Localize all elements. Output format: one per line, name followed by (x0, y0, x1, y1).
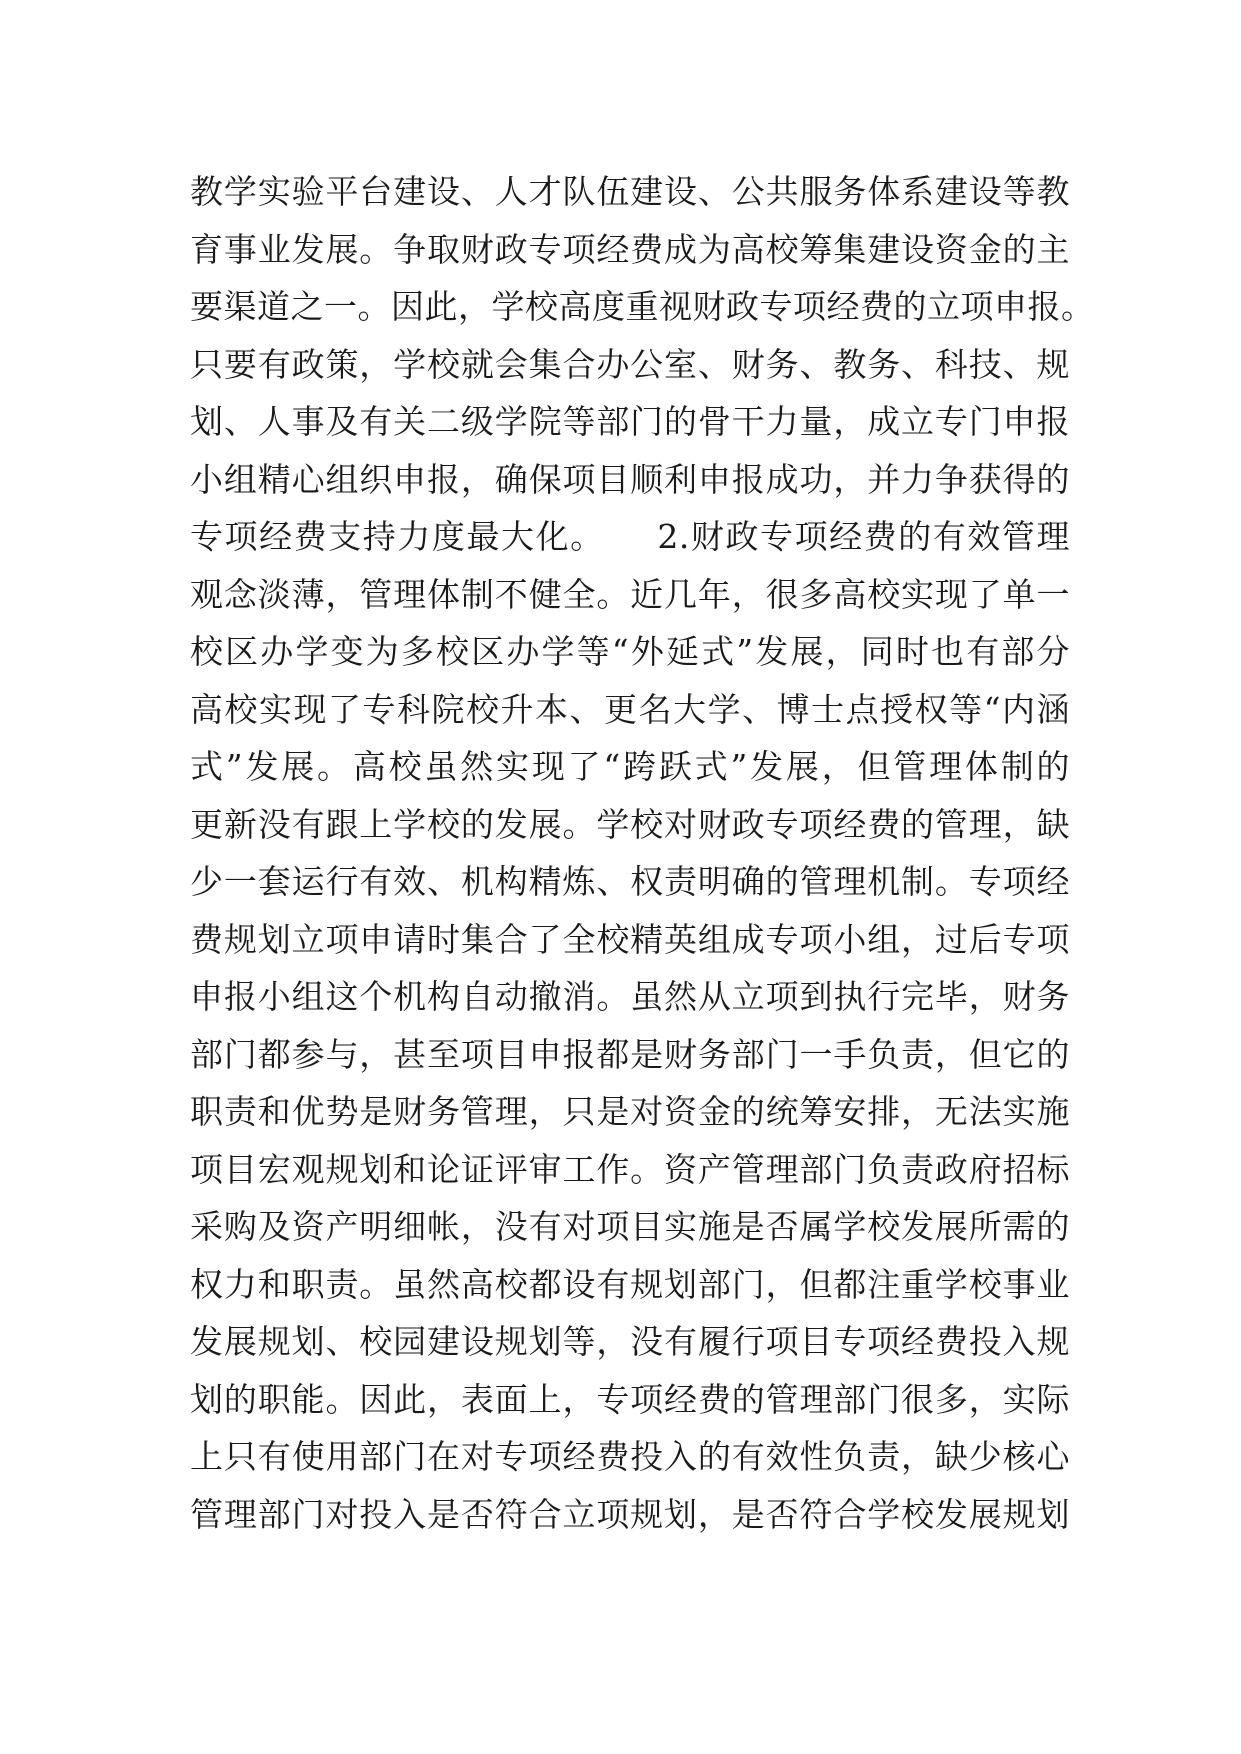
text-line: 高校实现了专科院校升本、更名大学、博士点授权等“内涵 (190, 689, 1070, 729)
text-line: 式”发展。高校虽然实现了“跨跃式”发展，但管理体制的 (190, 747, 1070, 786)
text-line: 教学实验平台建设、人才队伍建设、公共服务体系建设等教 (190, 172, 1070, 211)
text-line: 申报小组这个机构自动撤消。虽然从立项到执行完毕，财务 (190, 977, 1070, 1016)
text-line: 观念淡薄，管理体制不健全。近几年，很多高校实现了单一 (190, 574, 1070, 614)
text-line: 专项经费支持力度最大化。 2.财政专项经费的有效管理 (190, 517, 1070, 556)
text-line: 育事业发展。争取财政专项经费成为高校筹集建设资金的主 (190, 229, 1070, 269)
text-line: 采购及资产明细帐，没有对项目实施是否属学校发展所需的 (190, 1207, 1070, 1246)
text-line: 费规划立项申请时集合了全校精英组成专项小组，过后专项 (190, 919, 1070, 959)
text-line: 部门都参与，甚至项目申报都是财务部门一手负责，但它的 (190, 1034, 1070, 1074)
text-line: 项目宏观规划和论证评审工作。资产管理部门负责政府招标 (190, 1149, 1070, 1189)
text-line: 职责和优势是财务管理，只是对资金的统筹安排，无法实施 (190, 1092, 1070, 1131)
text-line: 只要有政策，学校就会集合办公室、财务、教务、科技、规 (190, 344, 1070, 384)
text-line: 小组精心组织申报，确保项目顺利申报成功，并力争获得的 (190, 459, 1070, 499)
text-line: 上只有使用部门在对专项经费投入的有效性负责，缺少核心 (190, 1437, 1070, 1476)
text-line: 要渠道之一。因此，学校高度重视财政专项经费的立项申报。 (190, 287, 1095, 326)
text-line: 发展规划、校园建设规划等，没有履行项目专项经费投入规 (190, 1322, 1070, 1361)
body-text (190, 163, 1095, 1543)
text-line: 划的职能。因此，表面上，专项经费的管理部门很多，实际 (190, 1379, 1070, 1419)
text-line: 少一套运行有效、机构精炼、权责明确的管理机制。专项经 (190, 862, 1070, 901)
text-line: 更新没有跟上学校的发展。学校对财政专项经费的管理，缺 (190, 804, 1070, 844)
text-line: 划、人事及有关二级学院等部门的骨干力量，成立专门申报 (190, 402, 1070, 441)
text-line: 管理部门对投入是否符合立项规划，是否符合学校发展规划 (190, 1494, 1070, 1534)
text-line: 权力和职责。虽然高校都设有规划部门，但都注重学校事业 (190, 1264, 1070, 1304)
text-line: 校区办学变为多校区办学等“外延式”发展，同时也有部分 (190, 632, 1070, 671)
